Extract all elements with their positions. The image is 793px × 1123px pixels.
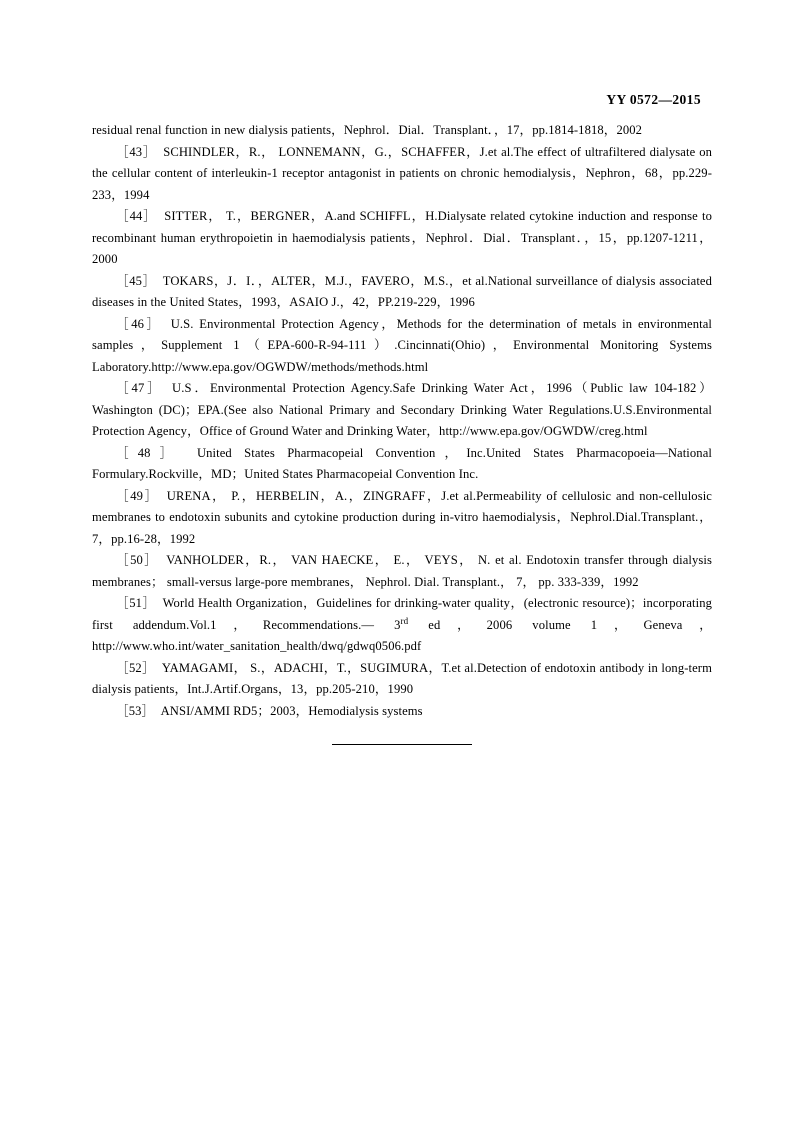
references-body [92, 120, 712, 762]
reference-51-text-a: ［51］ World Health Organization，Guidelines for drinking-water quality，(electronic resource)；incorporating first addendum.Vol.1，Recommendations.— [92, 596, 712, 632]
reference-51-ordinal-number: 3 [394, 617, 401, 632]
reference-item: ［50］ VANHOLDER，R.， VAN HAECKE， E.， VEYS， N. et al. Endotoxin transfer through dialysis membranes； small-versus large-pore membranes， Nephrol. Dial. Transplant.， 7， pp. 333-339，1992 [92, 553, 712, 589]
reference-item: ［44］ SITTER， T.，BERGNER，A.and SCHIFFL，H.Dialysate related cytokine induction and response to recombinant human erythropoietin in haemodialysis patients，Nephrol．Dial．Transplant．，15，pp.1207-1211，2000 [92, 209, 712, 266]
reference-item: ［43］ SCHINDLER，R.， LONNEMANN，G.，SCHAFFER，J.et al.The effect of ultrafiltered dialysate on the cellular content of interleukin-1 receptor antagonist in patients on chronic hemodialysis，Nephron，68，pp.229-233，1994 [92, 144, 712, 202]
reference-51-ordinal-suffix: rd [400, 615, 409, 626]
end-of-document-rule [332, 744, 472, 745]
reference-item-51 [92, 593, 712, 658]
continuation-paragraph: residual renal function in new dialysis patients，Nephrol．Dial．Transplant．，17，pp.1814-1818，2002 [92, 123, 643, 137]
reference-51-text-b: ed，2006 volume 1，Geneva，http://www.who.int/water_sanitation_health/dwq/gdwq0506.pdf [92, 617, 712, 653]
reference-item: ［52］ YAMAGAMI， S.，ADACHI，T.，SUGIMURA，T.et al.Detection of endotoxin antibody in long-term dialysis patients，Int.J.Artif.Organs，13，pp.205-210，1990 [92, 660, 712, 696]
reference-item: ［47］ U.S．Environmental Protection Agency.Safe Drinking Water Act，1996（Public law 104-182）Washington (DC)；EPA.(See also National Primary and Secondary Drinking Water Regulations.U.S.Environmental Protection Agency，Office of Ground Water and Drinking Water，http://www.epa.gov/OGWDW/creg.html [92, 381, 712, 438]
reference-item: ［49］ URENA， P.，HERBELIN，A.，ZINGRAFF，J.et al.Permeability of cellulosic and non-cellulosic membranes to endotoxin subunits and cytokine production during in-vitro haemodialysis，Nephrol.Dial.Transplant.，7，pp.16-28，1992 [92, 488, 712, 546]
reference-item: ［46］ U.S. Environmental Protection Agency，Methods for the determination of metals in environmental samples，Supplement 1（EPA-600-R-94-111）.Cincinnati(Ohio)，Environmental Monitoring Systems Laboratory.http://www.epa.gov/OGWDW/methods/methods.html [92, 316, 712, 374]
page-header: YY 0572—2015 [606, 92, 701, 107]
reference-item: ［53］ ANSI/AMMI RD5；2003，Hemodialysis systems [116, 703, 423, 718]
reference-item: ［48］ United States Pharmacopeial Convention，Inc.United States Pharmacopoeia—National Formulary.Rockville，MD；United States Pharmacopeial Convention Inc. [92, 445, 712, 481]
reference-item: ［45］ TOKARS，J．I．，ALTER，M.J.，FAVERO，M.S.，et al.National surveillance of dialysis associated diseases in the United States，1993，ASAIO J.，42，PP.219-229，1996 [92, 273, 712, 309]
end-rule-container [92, 722, 712, 762]
